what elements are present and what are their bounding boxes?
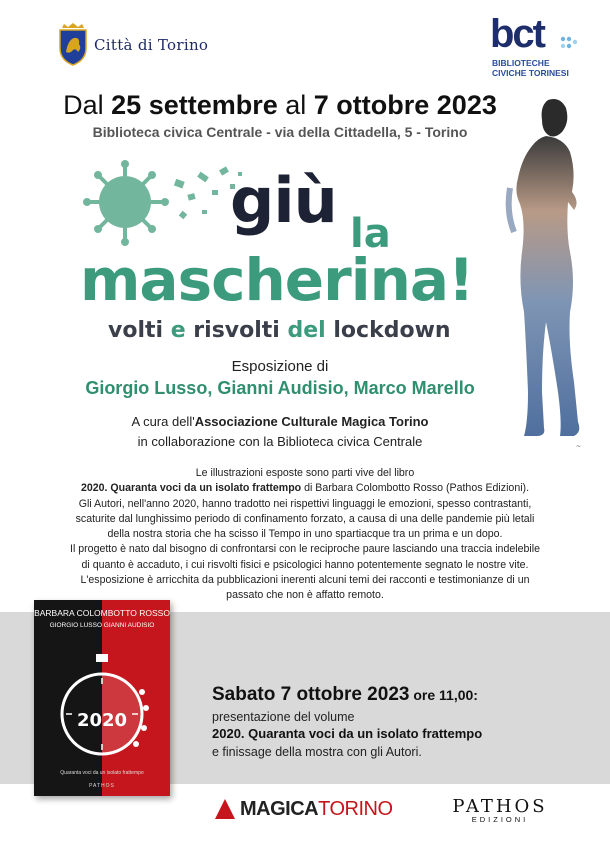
bct-dots-icon [560, 36, 582, 50]
book-author: BARBARA COLOMBOTTO ROSSO [34, 608, 170, 618]
exhibition-authors: Giorgio Lusso, Gianni Audisio, Marco Marello [85, 378, 475, 398]
book-subtitle: Quaranta voci da un isolato frattempo [60, 770, 144, 776]
date-start: 25 settembre [111, 90, 278, 120]
description-text: Le illustrazioni esposte sono parti vive del libro 2020. Quaranta voci da un isolato frattempo di Barbara Colombotto Rosso (Pathos Edizioni). Gli Autori, nell'anno 2020, hanno tradotto nei rispettivi linguaggi le emozioni, spesso contrastanti, scaturite dal lunghissimo periodo di confinamento forzato, a causa di una delle pandemie più letali della nostra storia che ha scisso il Tempo in uno spartiacque tra un prima e un dopo. Il progetto è nato dal bisogno di confrontarsi con le reciproche paure lasciando una traccia indelebile di quanto è accaduto, i cui risvolti fisici e psicologici hanno potentemente segnato le nostre vite. L'esposizione è arricchita da pubblicazioni inerenti alcuni temi dei racconti e testimonianze di un passato che non è affatto remoto. [70, 467, 540, 602]
bct-line2: CIVICHE TORINESI [492, 68, 569, 78]
presentation-line3: e finissage della mostra con gli Autori. [212, 745, 422, 759]
bct-line1: BIBLIOTECHE [492, 58, 550, 68]
title-giu: giù [230, 164, 337, 237]
svg-text:~: ~ [576, 443, 582, 450]
event-venue: Biblioteca civica Centrale - via della Cittadella, 5 - Torino [92, 124, 468, 140]
book-title-inline: 2020. Quaranta voci da un isolato frattempo [80, 482, 302, 495]
collaboration: in collaborazione con la Biblioteca civica Centrale [137, 434, 423, 449]
stopwatch-icon [52, 652, 152, 762]
triangle-icon [214, 798, 236, 820]
presentation-date: Sabato 7 ottobre 2023 ore 11,00: [212, 684, 478, 705]
title-la: la [350, 211, 391, 257]
citta-di-torino-logo [56, 22, 276, 74]
book-illustrators: GIORGIO LUSSO GIANNI AUDISIO [49, 622, 155, 629]
presentation-book-title: 2020. Quaranta voci da un isolato frattempo [212, 726, 483, 741]
book-publisher: PATHOS [89, 783, 115, 789]
exposition-label: Esposizione di [231, 358, 329, 375]
bct-mark: bct [490, 12, 544, 56]
event-dates: Dal 25 settembre al 7 ottobre 2023 [63, 90, 497, 120]
title-subtitle: volti e risvolti del lockdown [108, 318, 451, 343]
curated-by: A cura dell'Associazione Culturale Magica Torino in collaborazione con la Biblioteca civica Centrale [131, 414, 429, 449]
biblioteche-civiche-logo [490, 14, 586, 84]
book-cover [34, 600, 170, 796]
book-year: 2020 [76, 710, 128, 731]
curated-org: Associazione Culturale Magica Torino [194, 414, 429, 429]
exhibition-title [80, 150, 500, 350]
title-mascherina: mascherina! [80, 246, 474, 314]
presentation-time: ore 11,00: [409, 687, 478, 703]
pathos-edizioni-logo: PATHOS EDIZIONI [452, 796, 548, 824]
torino-crest-icon [56, 22, 90, 66]
date-end: 7 ottobre 2023 [313, 90, 497, 120]
city-name: Città di Torino [94, 36, 209, 54]
presentation-line1: presentazione del volume [212, 710, 355, 724]
